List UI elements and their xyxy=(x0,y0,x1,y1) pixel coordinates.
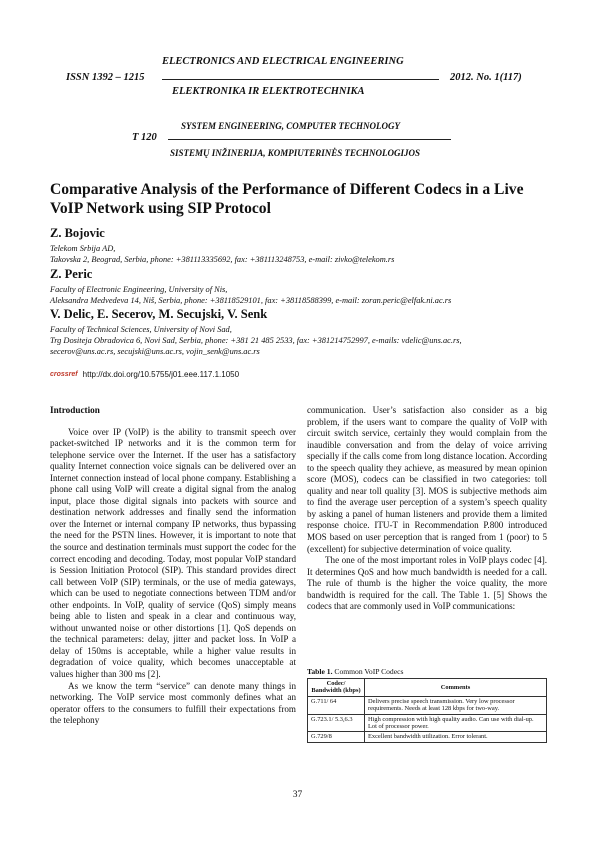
author-affiliation xyxy=(50,243,560,265)
table-row xyxy=(308,696,547,714)
table-caption-label: Table 1. xyxy=(307,667,333,676)
affiliation-line: Trg Dositeja Obradovica 6, Novi Sad, Serbia, phone: +381 21 485 2533, fax: +381214752997, e-mails: vdelic@uns.ac.rs, xyxy=(50,336,462,345)
table-1 xyxy=(307,667,547,743)
paragraph: Voice over IP (VoIP) is the ability to transmit speech over packet-switched IP networks and it is the common term for telephone service over the Internet. If the user has a satisfactory quality Internet connection voice signals can be delivered over an Internet connection instead of local phone company. Establishing a phone call using VoIP will create a digital signal from the analog input, place those digital signals into packets with source and destination network addresses and finally send the information over the Internet or internal company IP networks, thus bypassing the need for the PSTN lines. However, it is important to note that the source and destination terminals must support the codec for the correct encoding and decoding. Today, most popular VoIP standard is Session Initiation Protocol (SIP). This standard provides direct call between VoIP (SIP) terminals, or the use of media gateways, which can be used to negotiate connections between TDM and/or other endpoints. In VoIP, quality of service (QoS) simply means being able to listen and speak in a clear and continuous way, without unwanted noise or other distortions [1]. QoS depends on the technical parameters: delay, jitter and packet loss. In VoIP a delay of 150ms is acceptable, while a higher value results in degradation of voice quality, which becomes unacceptable at values higher than 300 ms [2]. xyxy=(50,426,296,680)
author-name: Z. Peric xyxy=(50,267,93,281)
section-title: SYSTEM ENGINEERING, COMPUTER TECHNOLOGY xyxy=(181,121,401,131)
table-row xyxy=(308,714,547,732)
author-name: Z. Bojovic xyxy=(50,226,105,240)
author-affiliation xyxy=(50,284,570,306)
left-column xyxy=(50,405,296,727)
table-cell: Delivers precise speech transmission. Very low processor requirements. Needs at least 128 kbps for two-way. xyxy=(365,696,547,714)
affiliation-line: Aleksandra Medvedeva 14, Niš, Serbia, phone: +38118529101, fax: +38118588399, e-mail: zoran.peric@elfak.ni.ac.rs xyxy=(50,296,452,305)
doi-line xyxy=(50,370,239,379)
table-caption-text: Common VoIP Codecs xyxy=(334,667,404,676)
table-caption xyxy=(307,667,547,676)
affiliation-line: Telekom Srbija AD, xyxy=(50,244,116,253)
affiliation-line: secerov@uns.ac.rs, secujski@uns.ac.rs, vojin_senk@uns.ac.rs xyxy=(50,347,260,356)
issn: ISSN 1392 – 1215 xyxy=(66,72,145,83)
doi-link[interactable]: http://dx.doi.org/10.5755/j01.eee.117.1.1050 xyxy=(82,370,240,379)
issue-number: 2012. No. 1(117) xyxy=(450,72,522,83)
section-heading: Introduction xyxy=(50,405,100,415)
paper-title-line-1: Comparative Analysis of the Performance of Different Codecs in a Live xyxy=(50,181,524,198)
table-header-row xyxy=(308,679,547,697)
paper-title-line-2: VoIP Network using SIP Protocol xyxy=(50,200,271,217)
page-number: 37 xyxy=(292,790,303,800)
journal-title-lt: ELEKTRONIKA IR ELEKTROTECHNIKA xyxy=(172,86,365,97)
table-header-cell: Comments xyxy=(365,679,547,697)
paper-title xyxy=(50,180,550,218)
table-cell: G.723.1/ 5.3,6.3 xyxy=(308,714,365,732)
section-divider xyxy=(168,139,451,140)
author-affiliation xyxy=(50,324,580,357)
journal-title: ELECTRONICS AND ELECTRICAL ENGINEERING xyxy=(162,56,404,67)
table-cell: High compression with high quality audio. Can use with dial-up. Lot of processor power. xyxy=(365,714,547,732)
affiliation-line: Faculty of Technical Sciences, University of Novi Sad, xyxy=(50,325,232,334)
section-title-lt: SISTEMŲ INŽINERIJA, KOMPIUTERINĖS TECHNOLOGIJOS xyxy=(170,148,421,158)
table-cell: G.729/8 xyxy=(308,732,365,742)
section-code: T 120 xyxy=(132,132,157,143)
codec-table xyxy=(307,678,547,743)
table-header-cell: Codec/ Bandwidth (kbps) xyxy=(308,679,365,697)
affiliation-line: Faculty of Electronic Engineering, University of Nis, xyxy=(50,285,228,294)
paragraph: The one of the most important roles in VoIP plays codec [4]. It determines QoS and how much bandwidth is needed for a call. The rule of thumb is the higher the voice quality, the more bandwidth is required for the call. The Table 1. [5] Shows the codecs that are commonly used in VoIP communications: xyxy=(307,555,547,612)
paragraph: As we know the term “service” can denote many things in networking. The VoIP service most commonly defines what an operator offers to the consumers to fulfill their expectations from the telephony xyxy=(50,680,296,726)
affiliation-line: Takovska 2, Beograd, Serbia, phone: +381113335692, fax: +381113248753, e-mail: zivko@telekom.rs xyxy=(50,255,395,264)
crossref-logo: crossref xyxy=(50,371,78,378)
right-column xyxy=(307,405,547,613)
paragraph: communication. User’s satisfaction also consider as a big problem, if the users want to compare the quality of VoIP with circuit switch service, certainly they would complain from the inaudible conversation and from the delay of voice arriving specially if the calls come from long distance location. According to the speech quality they achieve, as measured by mean opinion score (MOS), codecs can be classified in two categories: toll quality and near toll quality [3]. MOS is subjective methods aim to find the average user perception of a system’s speech quality by asking a panel of human listeners and provide them a limited response choice. ITU-T in Recommendation P.800 introduced MOS based on user perception that is ranged from 1 (poor) to 5 (excellent) for subjective determination of voice quality. xyxy=(307,405,547,554)
header-divider xyxy=(162,79,439,80)
table-row xyxy=(308,732,547,742)
table-cell: Excellent bandwidth utilization. Error tolerant. xyxy=(365,732,547,742)
table-cell: G.711/ 64 xyxy=(308,696,365,714)
author-name: V. Delic, E. Secerov, M. Secujski, V. Senk xyxy=(50,307,268,321)
